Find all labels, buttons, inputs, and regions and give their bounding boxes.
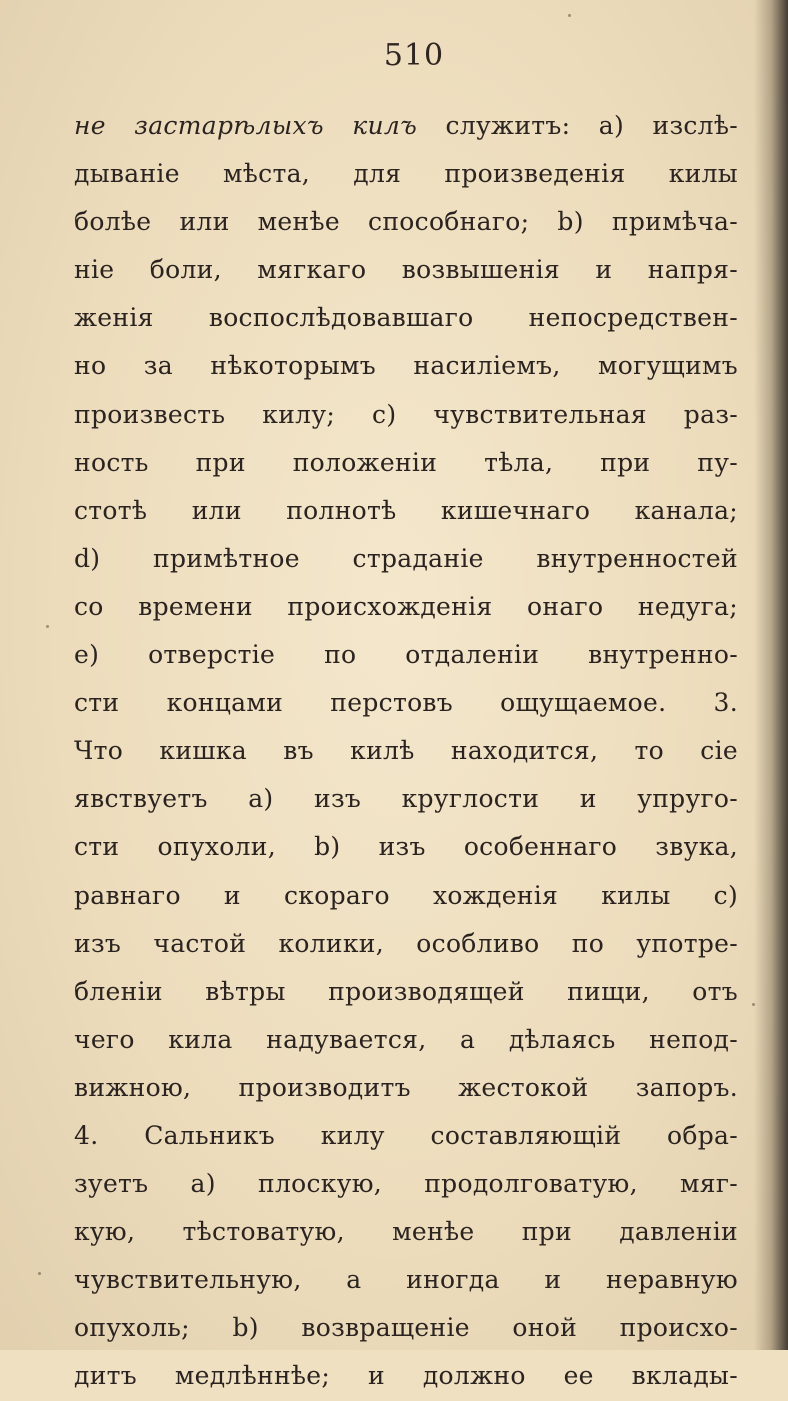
line-text: но за нѣкоторымъ насиліемъ, могущимъ: [74, 351, 738, 381]
line-text: дитъ медлѣннѣе; и должно ее вклады-: [74, 1361, 738, 1391]
line-text: со времени происхожденія онаго недуга;: [74, 591, 738, 621]
line-text: зуетъ а) плоскую, продолговатую, мяг-: [74, 1169, 738, 1199]
line-text: равнаго и скораго хожденія килы с): [74, 880, 738, 910]
line-text: явствуетъ а) изъ круглости и упруго-: [74, 784, 738, 814]
page-edge-shadow: [754, 0, 788, 1350]
text-line: [74, 727, 738, 775]
paper-speck: [46, 625, 49, 628]
line-text: вижною, производитъ жестокой запоръ.: [74, 1072, 738, 1102]
italic-phrase: не застарѣлыхъ килъ: [74, 111, 418, 140]
text-line: [74, 1160, 738, 1208]
text-line: [74, 679, 738, 727]
text-line: [74, 342, 738, 390]
line-text: изъ частой колики, особливо по употре-: [74, 928, 738, 958]
line-text: е) отверстіе по отдаленіи внутренно-: [74, 640, 738, 670]
line-text: ность при положеніи тѣла, при пу-: [74, 447, 738, 477]
text-line: [74, 439, 738, 487]
line-text: стотѣ или полнотѣ кишечнаго канала;: [74, 495, 738, 525]
line-text: Что кишка въ килѣ находится, то сіе: [74, 736, 738, 766]
text-line: [74, 872, 738, 920]
text-line: [74, 1352, 738, 1400]
text-line: [74, 1304, 738, 1352]
line-text: произвесть килу; с) чувствительная раз-: [74, 399, 738, 429]
text-line: [74, 391, 738, 439]
page-body-text: [74, 102, 738, 1401]
line-text: ніе боли, мягкаго возвышенія и напря-: [74, 255, 738, 285]
line-text: чего кила надувается, а дѣлаясь непод-: [74, 1024, 738, 1054]
line-text: дываніе мѣста, для произведенія килы: [74, 159, 738, 189]
text-line: [74, 246, 738, 294]
text-line: [74, 631, 738, 679]
text-line: [74, 1016, 738, 1064]
line-text: болѣе или менѣе способнаго; b) примѣча-: [74, 207, 738, 237]
line-text: бленіи вѣтры производящей пищи, отъ: [74, 976, 738, 1006]
page-number: 510: [383, 38, 445, 73]
text-line: [74, 968, 738, 1016]
text-line: [74, 1208, 738, 1256]
text-line: [74, 775, 738, 823]
line-text: женія воспослѣдовавшаго непосредствен-: [74, 303, 738, 333]
paper-speck: [568, 14, 571, 17]
line-text: опухоль; b) возвращеніе оной происхо-: [74, 1313, 738, 1343]
line-text: сти концами перстовъ ощущаемое. 3.: [74, 688, 738, 718]
paper-speck: [752, 1003, 755, 1006]
line-text: служитъ: а) изслѣ-: [417, 111, 738, 140]
text-line: [74, 535, 738, 583]
text-line: [74, 102, 738, 150]
text-line: [74, 823, 738, 871]
text-line: [74, 1064, 738, 1112]
line-text: 4. Сальникъ килу составляющій обра-: [74, 1120, 738, 1150]
line-text: кую, тѣстоватую, менѣе при давленіи: [74, 1217, 738, 1247]
line-text: чувствительную, а иногда и неравную: [74, 1265, 738, 1295]
text-line: [74, 198, 738, 246]
paper-speck: [38, 1272, 41, 1275]
text-line: [74, 150, 738, 198]
text-line: [74, 583, 738, 631]
text-line: [74, 487, 738, 535]
text-line: [74, 1256, 738, 1304]
line-text: сти опухоли, b) изъ особеннаго звука,: [74, 832, 738, 862]
text-line: [74, 1112, 738, 1160]
text-line: [74, 920, 738, 968]
text-line: [74, 294, 738, 342]
line-text: d) примѣтное страданіе внутренностей: [74, 543, 738, 573]
